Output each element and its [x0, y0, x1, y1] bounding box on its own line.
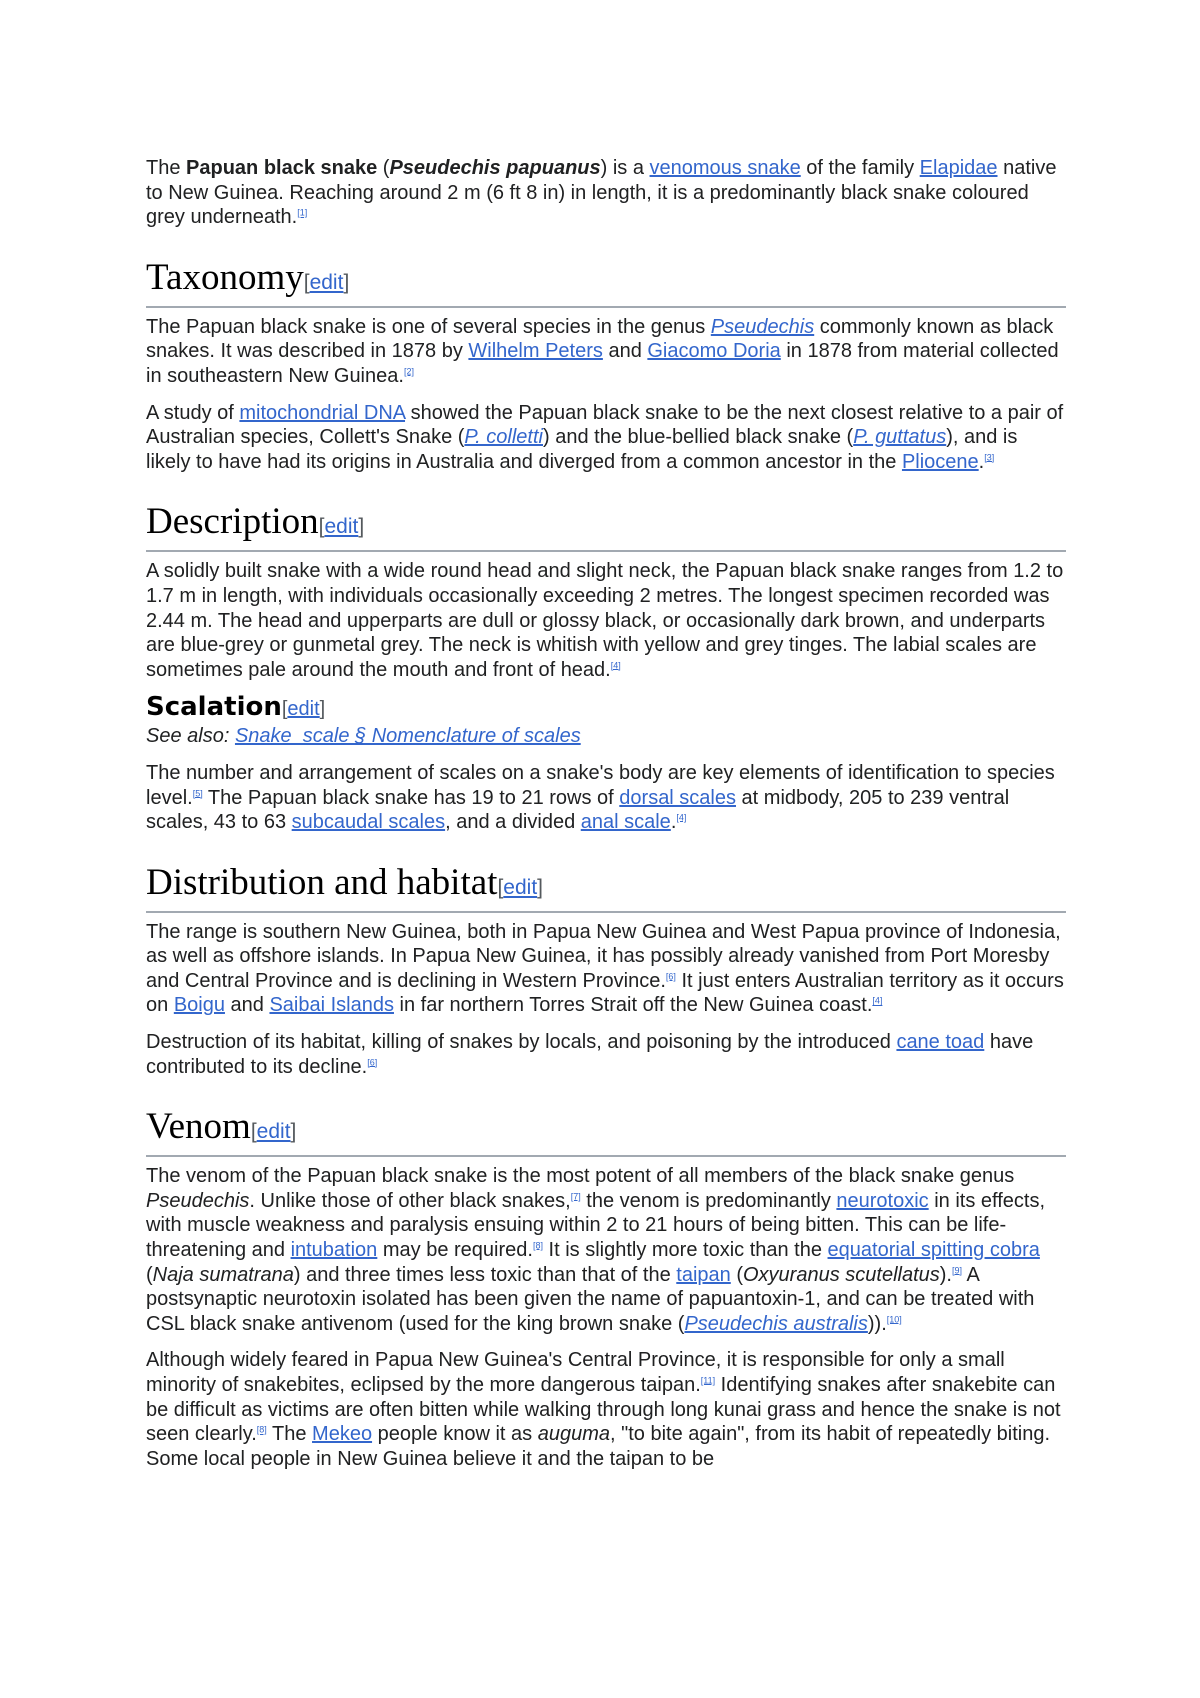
italic-term: auguma: [537, 1423, 610, 1446]
ref-link[interactable]: [8]: [532, 1240, 543, 1251]
text: have contributed to its decline.: [146, 1031, 1034, 1078]
text: (: [730, 1263, 743, 1286]
ref-link[interactable]: [10]: [886, 1314, 902, 1325]
link-giacomo-doria[interactable]: Giacomo Doria: [647, 340, 781, 363]
link-p-guttatus[interactable]: P. guttatus: [853, 426, 947, 449]
link-intubation[interactable]: intubation: [290, 1239, 378, 1262]
venom-paragraph-2: [146, 1348, 1066, 1471]
ref-link[interactable]: [6]: [665, 971, 676, 982]
text: A study of: [146, 401, 240, 424]
link-dorsal-scales[interactable]: dorsal scales: [619, 786, 736, 809]
link-equatorial-spitting-cobra[interactable]: equatorial spitting cobra: [827, 1239, 1040, 1262]
text: native to New Guinea. Reaching around 2 m (6 ft 8 in) in length, it is a predominantly black snake coloured grey underneath.: [146, 157, 1057, 229]
text: ).: [939, 1263, 952, 1286]
text: The venom of the Papuan black snake is the most potent of all members of the black snake genus: [146, 1165, 1015, 1188]
heading-scalation: [146, 692, 1066, 724]
text: . Unlike those of other black snakes,: [249, 1189, 571, 1212]
link-venomous-snake[interactable]: venomous snake: [649, 157, 801, 179]
text: ) and three times less toxic than that of the: [293, 1263, 677, 1286]
heading-text: Description: [146, 501, 319, 543]
link-mitochondrial-dna[interactable]: mitochondrial DNA: [239, 401, 406, 424]
ref-link[interactable]: [7]: [570, 1191, 581, 1202]
edit-link[interactable]: edit: [324, 515, 359, 539]
edit-link[interactable]: edit: [256, 1120, 291, 1144]
heading-text: Scalation: [146, 692, 282, 723]
text: , "to bite again", from its habit of repeatedly biting. Some local people in New Guinea believe it and the taipan to be: [146, 1423, 1050, 1470]
text: (: [146, 1263, 153, 1286]
text: A postsynaptic neurotoxin isolated has been given the name of papuantoxin-1, and can be treated with CSL black snake antivenom (used for the king brown snake (: [146, 1263, 1035, 1335]
see-also-hatnote: [146, 724, 1066, 749]
text: in 1878 from material collected in southeastern New Guinea.: [146, 340, 1059, 387]
distribution-paragraph-1: [146, 920, 1066, 1018]
text: The: [266, 1423, 313, 1446]
ref-link[interactable]: [4]: [676, 812, 687, 823]
text: A solidly built snake with a wide round head and slight neck, the Papuan black snake ranges from 1.2 to 1.7 m in length, with individuals occasionally exceeding 2 metres. The longest specimen recorded was 2.44 m. The head and upperparts are dull or glossy black, or occasionally dark brown, and underparts are blue-grey or gunmetal grey. The neck is whitish with yellow and grey tinges. The labial scales are sometimes pale around the mouth and front of head.: [146, 560, 1064, 681]
heading-venom: [146, 1106, 1066, 1157]
edit-section: [edit]: [318, 515, 365, 539]
distribution-paragraph-2: [146, 1030, 1066, 1079]
link-cane-toad[interactable]: cane toad: [896, 1031, 985, 1054]
intro-paragraph: [146, 156, 1066, 230]
heading-description: [146, 501, 1066, 552]
italic-species: Oxyuranus scutellatus: [743, 1263, 940, 1286]
text: It is slightly more toxic than the: [542, 1239, 828, 1262]
text: The Papuan black snake is one of several species in the genus: [146, 315, 711, 338]
link-taipan[interactable]: taipan: [676, 1263, 731, 1286]
text: in far northern Torres Strait off the New Guinea coast.: [393, 994, 873, 1017]
ref-link[interactable]: [5]: [192, 787, 203, 798]
text: , and a divided: [445, 811, 581, 834]
text: Although widely feared in Papua New Guinea's Central Province, it is responsible for only a small minority of snakebites, eclipsed by the more dangerous taipan.: [146, 1349, 1005, 1396]
text: The range is southern New Guinea, both in Papua New Guinea and West Papua province of Indonesia, as well as offshore islands. In Papua New Guinea, it has possibly already vanished from Port Moresby and Central Province and is declining in Western Province.: [146, 920, 1061, 992]
link-p-colletti[interactable]: P. colletti: [464, 426, 543, 449]
edit-section: [edit]: [250, 1120, 297, 1144]
heading-taxonomy: [146, 257, 1066, 308]
ref-link[interactable]: [4]: [610, 660, 621, 671]
link-wilhelm-peters[interactable]: Wilhelm Peters: [468, 340, 603, 363]
text: The Papuan black snake has 19 to 21 rows of: [202, 786, 620, 809]
text: It just enters Australian territory as it occurs on: [146, 969, 1064, 1017]
text: The: [146, 157, 187, 179]
ref-link[interactable]: [6]: [367, 1057, 378, 1067]
link-anal-scale[interactable]: anal scale: [580, 811, 671, 834]
taxonomy-paragraph-2: [146, 401, 1066, 475]
text: showed the Papuan black snake to be the next closest relative to a pair of Australian species, Collett's Snake (: [146, 401, 1064, 449]
edit-section: [edit]: [497, 875, 543, 899]
link-snake-scale[interactable]: Snake_scale § Nomenclature of scales: [234, 725, 581, 748]
text: ) and the blue-bellied black snake (: [543, 426, 854, 449]
link-elapidae[interactable]: Elapidae: [919, 157, 998, 179]
text: and: [602, 340, 648, 363]
text: .: [978, 450, 985, 473]
taxonomy-paragraph-1: [146, 315, 1066, 389]
edit-link[interactable]: edit: [503, 875, 538, 899]
link-saibai-islands[interactable]: Saibai Islands: [269, 994, 394, 1017]
edit-link[interactable]: edit: [309, 270, 344, 294]
bold-term: Papuan black snake: [186, 157, 378, 179]
text: in its effects, with muscle weakness and paralysis ensuing within 2 to 21 hours of being bitten. This can be life-threatening and: [146, 1189, 1046, 1262]
text: The number and arrangement of scales on a snake's body are key elements of identification to species level.: [146, 761, 1055, 809]
link-boigu[interactable]: Boigu: [173, 994, 225, 1017]
ref-link[interactable]: [4]: [872, 995, 883, 1006]
article-body: [146, 156, 1066, 1483]
venom-paragraph-1: [146, 1164, 1066, 1336]
text: ) is a: [600, 157, 650, 179]
text: Identifying snakes after snakebite can be difficult as victims are often bitten while walking through long kunai grass and hence the snake is not seen clearly.: [146, 1374, 1061, 1446]
heading-distribution: [146, 862, 1066, 913]
edit-section: [edit]: [281, 698, 326, 721]
ref-link[interactable]: [8]: [256, 1424, 267, 1435]
ref-link[interactable]: [9]: [951, 1264, 962, 1275]
text: people know it as: [372, 1423, 538, 1446]
ref-link[interactable]: [2]: [403, 366, 414, 377]
italic-species: Naja sumatrana: [152, 1263, 294, 1286]
text: at midbody, 205 to 239 ventral scales, 43 to 63: [146, 786, 1010, 834]
heading-text: Distribution and habitat: [146, 861, 498, 903]
heading-text: Venom: [146, 1106, 251, 1148]
link-mekeo[interactable]: Mekeo: [312, 1423, 373, 1446]
text: .: [670, 811, 677, 834]
ref-link[interactable]: [11]: [700, 1375, 716, 1386]
text: may be required.: [377, 1239, 533, 1262]
text: See also:: [146, 725, 235, 748]
text: (: [377, 157, 390, 179]
link-pseudechis-australis[interactable]: Pseudechis australis: [684, 1312, 868, 1335]
description-paragraph: [146, 559, 1066, 682]
link-pseudechis[interactable]: Pseudechis: [710, 315, 815, 338]
text: )).: [867, 1312, 887, 1335]
edit-link[interactable]: edit: [287, 698, 320, 721]
text: ), and is likely to have had its origins in Australia and diverged from a common ancestor in the: [146, 426, 1018, 473]
ref-link[interactable]: [3]: [984, 452, 995, 463]
heading-text: Taxonomy: [146, 256, 304, 298]
edit-section: [edit]: [303, 270, 350, 294]
scalation-paragraph: [146, 761, 1066, 835]
link-subcaudal-scales[interactable]: subcaudal scales: [291, 811, 446, 834]
italic-genus: Pseudechis: [146, 1189, 250, 1212]
ref-link[interactable]: [1]: [297, 207, 308, 218]
text: and: [224, 994, 270, 1017]
binomial-name: Pseudechis papuanus: [389, 157, 601, 179]
text: the venom is predominantly: [580, 1189, 837, 1212]
text: commonly known as black snakes. It was described in 1878 by: [146, 315, 1054, 363]
text: of the family: [800, 157, 920, 179]
link-pliocene[interactable]: Pliocene: [901, 450, 979, 473]
text: Destruction of its habitat, killing of snakes by locals, and poisoning by the introduced: [146, 1031, 897, 1054]
link-neurotoxic[interactable]: neurotoxic: [836, 1189, 929, 1212]
